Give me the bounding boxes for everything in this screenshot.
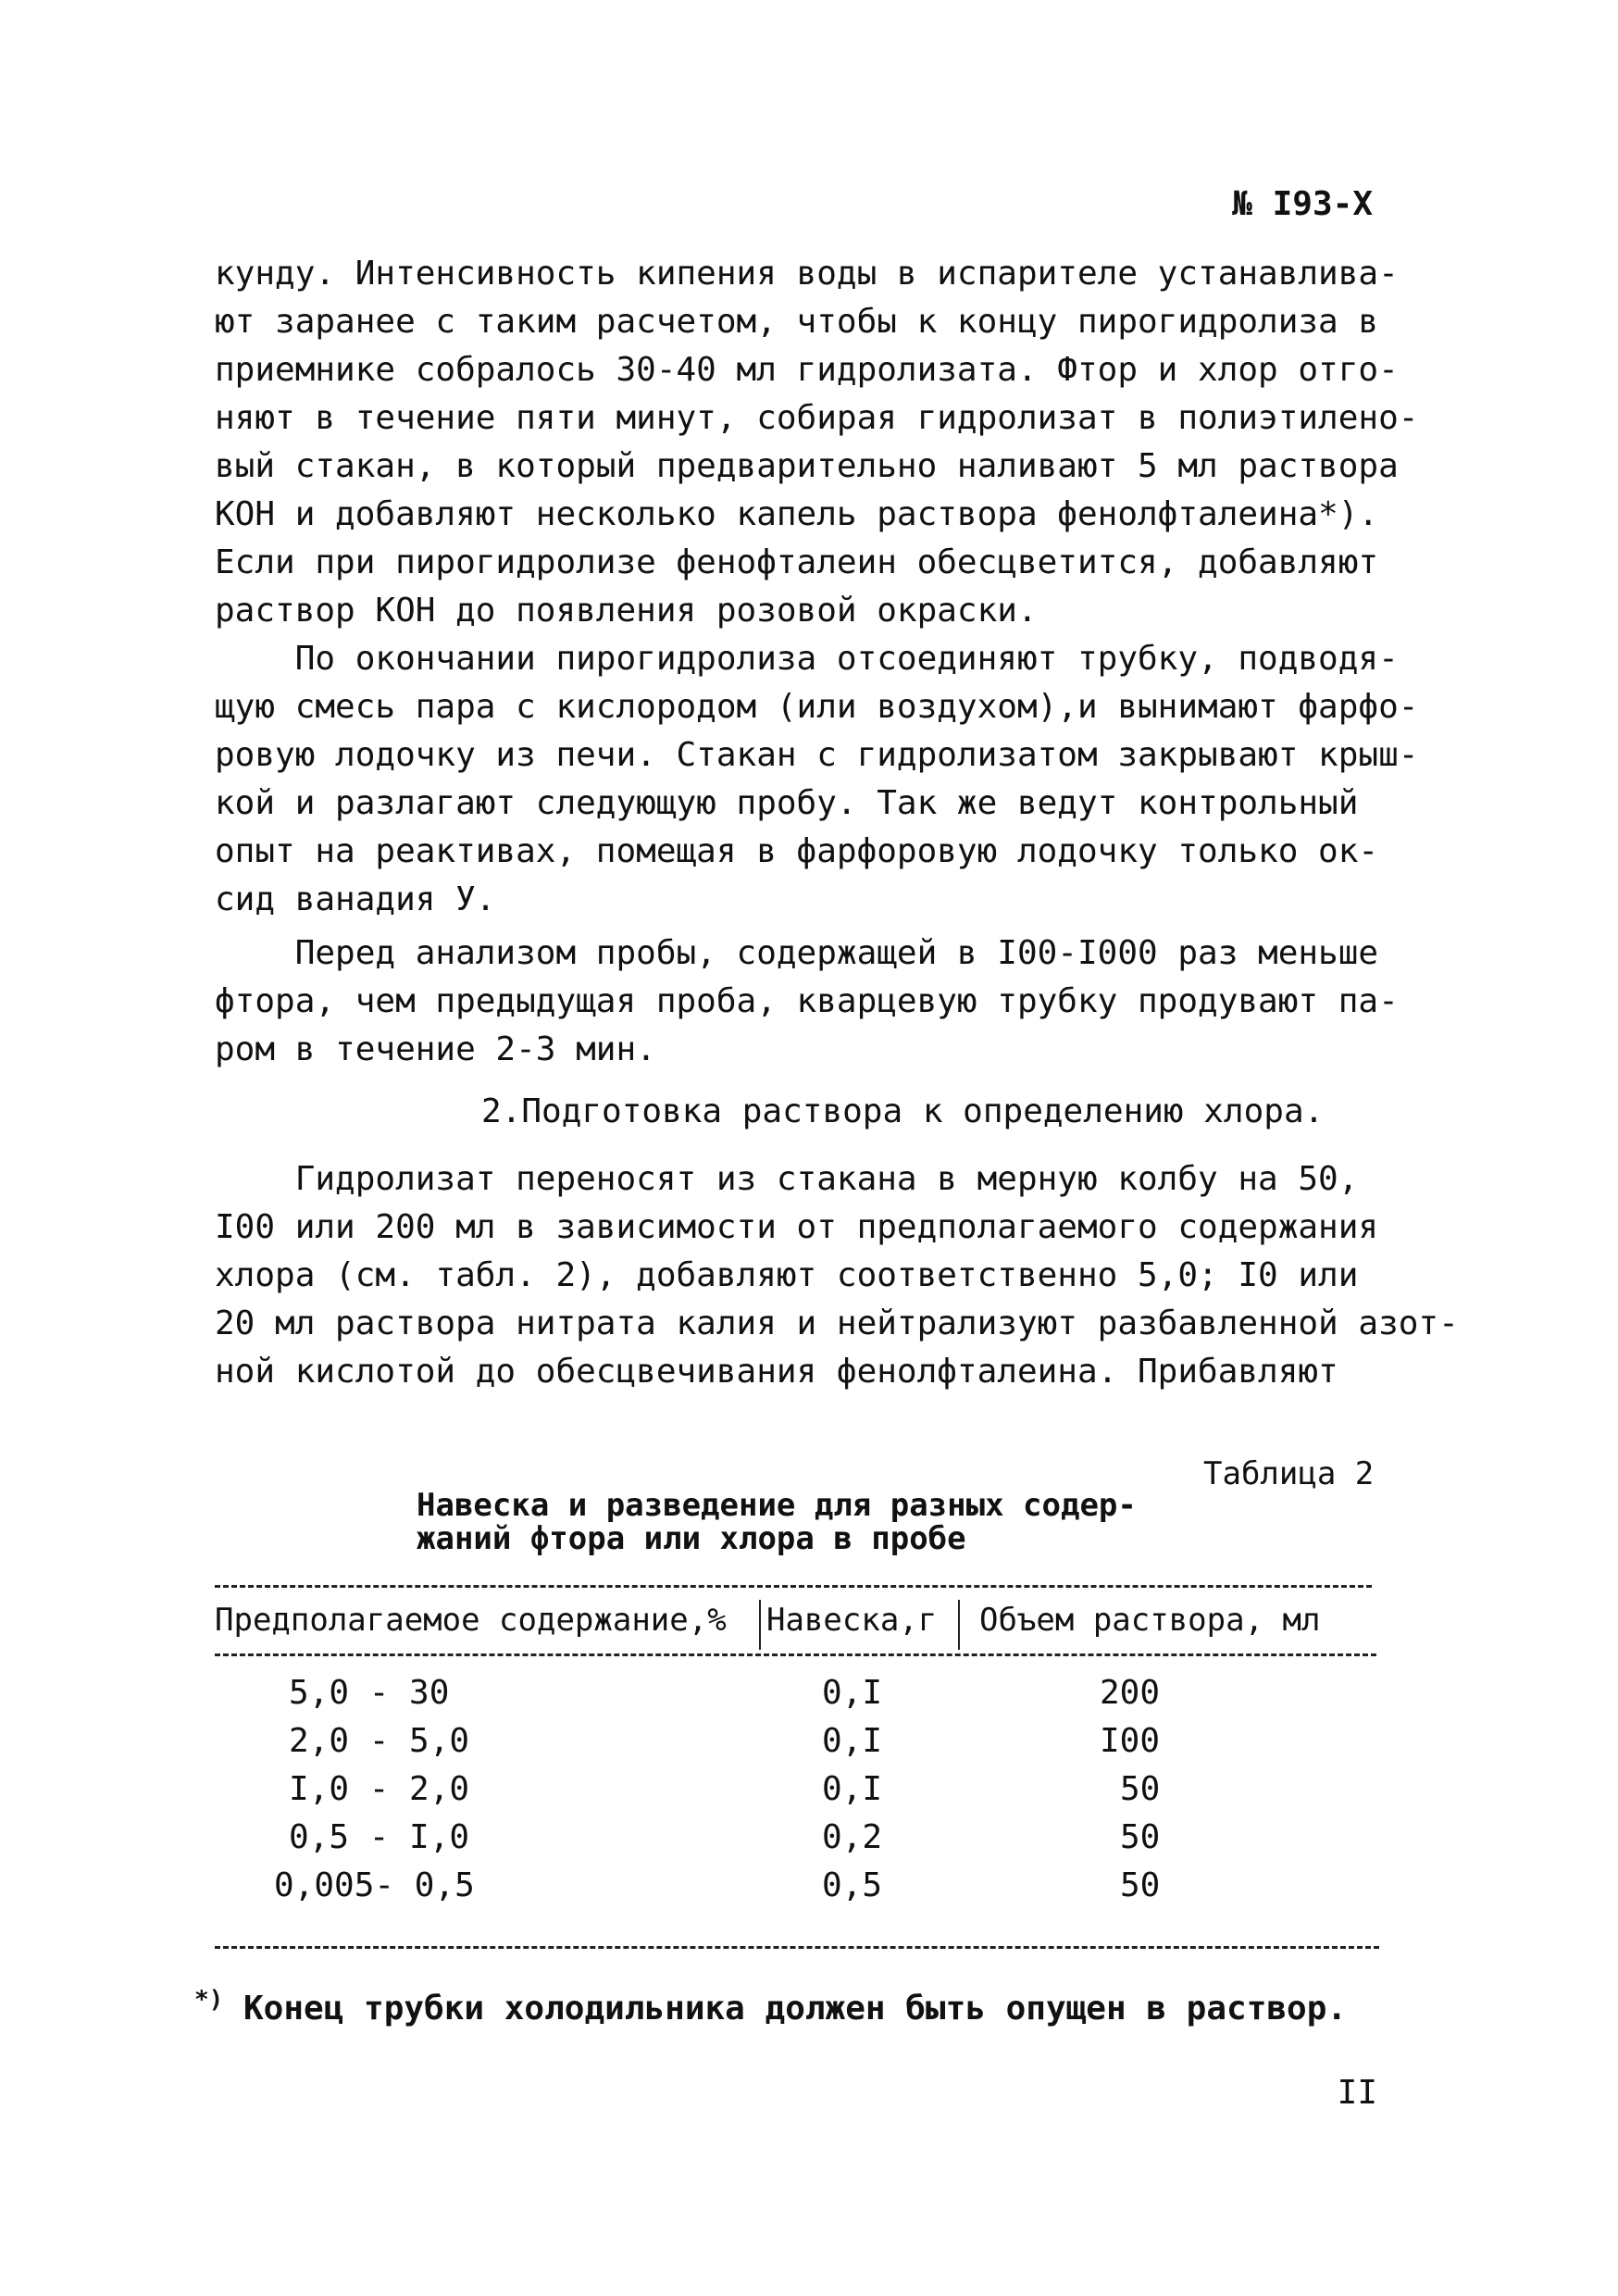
text-line: сид ванадия У. <box>215 880 496 918</box>
text-line: щую смесь пара с кислородом (или воздухом),и вынимают фарфо- <box>215 688 1419 726</box>
table-cell: I,0 - 2,0 <box>289 1770 470 1808</box>
text-line: приемнике собралось 30-40 мл гидролизата. Фтор и хлор отго- <box>215 351 1399 389</box>
text-line: КОН и добавляют несколько капель раствора фенолфталеина*). <box>215 495 1379 533</box>
text-line: По окончании пирогидролиза отсоединяют трубку, подводя- <box>215 640 1399 678</box>
table-title-line: Навеска и разведение для разных содер- <box>417 1487 1137 1524</box>
document-number: № I93-X <box>1232 185 1373 223</box>
footnote-text: Конец трубки холодильника должен быть опущен в раствор. <box>243 1990 1348 2028</box>
table-cell: 0,I <box>822 1770 883 1808</box>
table-cell: 5,0 - 30 <box>289 1674 450 1712</box>
table-cell: 200 <box>1100 1674 1161 1712</box>
table-cell: 0,5 - I,0 <box>289 1818 470 1856</box>
section-heading: 2.Подготовка раствора к определению хлора. <box>481 1092 1325 1130</box>
text-line: опыт на реактивах, помещая в фарфоровую лодочку только ок- <box>215 832 1379 870</box>
text-line: ровую лодочку из печи. Стакан с гидролизатом закрывают крыш- <box>215 736 1419 774</box>
text-line: ной кислотой до обесцвечивания фенолфталеина. Прибавляют <box>215 1353 1338 1391</box>
column-header-content: Предполагаемое содержание,% <box>215 1602 727 1639</box>
page-number: II <box>1337 2074 1377 2112</box>
text-line: фтора, чем предыдущая проба, кварцевую трубку продувают па- <box>215 982 1399 1020</box>
text-line: няют в течение пяти минут, собирая гидролизат в полиэтилено- <box>215 399 1419 437</box>
footnote-mark: *) <box>194 1986 224 2014</box>
table-cell: 0,I <box>822 1722 883 1760</box>
table-bottom-rule <box>215 1946 1379 1949</box>
table-label: Таблица 2 <box>1203 1455 1375 1492</box>
table-cell: 0,5 <box>822 1866 883 1904</box>
text-line: ром в течение 2-3 мин. <box>215 1030 656 1068</box>
text-line: раствор КОН до появления розовой окраски. <box>215 592 1038 630</box>
table-cell: 0,2 <box>822 1818 883 1856</box>
text-line: кунду. Интенсивность кипения воды в испарителе устанавлива- <box>215 255 1399 293</box>
table-cell: 2,0 - 5,0 <box>289 1722 470 1760</box>
text-line: хлора (см. табл. 2), добавляют соответственно 5,0; I0 или <box>215 1256 1359 1294</box>
table-top-rule <box>215 1585 1372 1588</box>
table-header-rule <box>215 1653 1376 1656</box>
table-cell: 50 <box>1120 1770 1161 1808</box>
column-header-volume: Объем раствора, мл <box>979 1602 1321 1639</box>
table-cell: 50 <box>1120 1866 1161 1904</box>
text-line: Гидролизат переносят из стакана в мерную колбу на 50, <box>215 1160 1359 1198</box>
footnote <box>194 1986 1347 2028</box>
text-line: 20 мл раствора нитрата калия и нейтрализуют разбавленной азот- <box>215 1304 1459 1342</box>
table-title-line: жаний фтора или хлора в пробе <box>417 1520 966 1557</box>
column-separator <box>759 1600 761 1650</box>
table-cell: I00 <box>1100 1722 1161 1760</box>
column-separator <box>958 1600 960 1650</box>
table-title <box>417 1489 1176 1555</box>
text-line: ют заранее с таким расчетом, чтобы к концу пирогидролиза в <box>215 303 1379 341</box>
text-line: Перед анализом пробы, содержащей в I00-I000 раз меньше <box>215 934 1379 972</box>
text-line: I00 или 200 мл в зависимости от предполагаемого содержания <box>215 1208 1379 1246</box>
text-line: кой и разлагают следующую пробу. Так же ведут контрольный <box>215 784 1359 822</box>
table-cell: 0,005- 0,5 <box>274 1866 475 1904</box>
table-cell: 50 <box>1120 1818 1161 1856</box>
text-line: Если при пирогидролизе фенофталеин обесцветится, добавляют <box>215 543 1379 581</box>
text-line: вый стакан, в который предварительно наливают 5 мл раствора <box>215 447 1399 485</box>
column-header-weight: Навеска,г <box>766 1602 938 1639</box>
table-cell: 0,I <box>822 1674 883 1712</box>
